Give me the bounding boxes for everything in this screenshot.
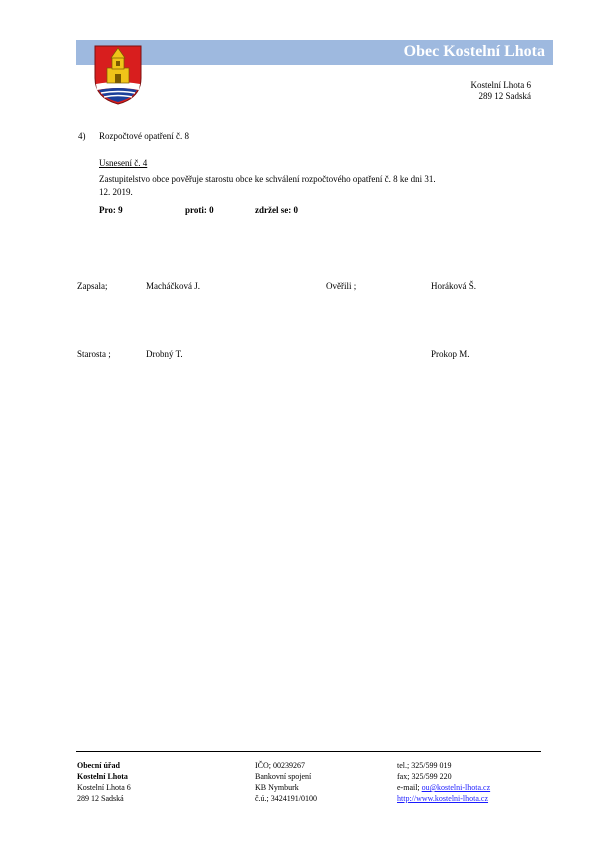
- vote-abstain: zdržel se: 0: [255, 205, 298, 215]
- footer-account: č.ú.; 3424191/0100: [255, 794, 317, 803]
- resolution-text-line2: 12. 2019.: [99, 187, 133, 197]
- recorded-by-name: Macháčková J.: [146, 281, 200, 291]
- vote-against: proti: 0: [185, 205, 214, 215]
- municipality-title: Obec Kostelní Lhota: [403, 43, 545, 60]
- footer-ico: IČO; 00239267: [255, 761, 305, 770]
- item-number: 4): [78, 131, 86, 141]
- footer-bank-name: KB Nymburk: [255, 783, 299, 792]
- address-block: [471, 80, 532, 102]
- footer-bank-label: Bankovní spojení: [255, 772, 312, 781]
- footer-office-city: 289 12 Sadská: [77, 794, 124, 803]
- coat-of-arms-icon: [93, 44, 143, 106]
- address-street: Kostelní Lhota 6: [470, 80, 531, 90]
- resolution-label: Usnesení č. 4: [99, 158, 148, 168]
- footer-office-name: Obecní úřad: [77, 761, 120, 770]
- vote-for: Pro: 9: [99, 205, 123, 215]
- address-city: 289 12 Sadská: [478, 91, 531, 101]
- verified-by-label: Ověřili ;: [326, 281, 357, 291]
- verifier-name-2: Prokop M.: [431, 349, 470, 359]
- verifier-name-1: Horáková Š.: [431, 281, 476, 291]
- item-title: Rozpočtové opatření č. 8: [99, 131, 189, 141]
- footer-office-street: Kostelní Lhota 6: [77, 783, 131, 792]
- footer-tel: tel.; 325/599 019: [397, 761, 452, 770]
- footer-fax: fax; 325/599 220: [397, 772, 452, 781]
- mayor-label: Starosta ;: [77, 349, 111, 359]
- footer-contact: [397, 760, 490, 804]
- footer-bank: [255, 760, 317, 804]
- mayor-name: Drobný T.: [146, 349, 183, 359]
- footer-email-row: [397, 782, 490, 793]
- footer-web-link[interactable]: http://www.kostelni-lhota.cz: [397, 794, 489, 803]
- header-bar: [76, 40, 553, 65]
- footer-divider: [76, 751, 541, 752]
- footer-office: [77, 760, 131, 804]
- recorded-by-label: Zapsala;: [77, 281, 108, 291]
- footer-office-village: Kostelní Lhota: [77, 772, 128, 781]
- resolution-text-line1: Zastupitelstvo obce pověřuje starostu obce ke schválení rozpočtového opatření č. 8 ke dni 31.: [99, 174, 436, 184]
- footer-email-label: e-mail;: [397, 783, 422, 792]
- footer-email-link[interactable]: ou@kostelni-lhota.cz: [421, 783, 491, 792]
